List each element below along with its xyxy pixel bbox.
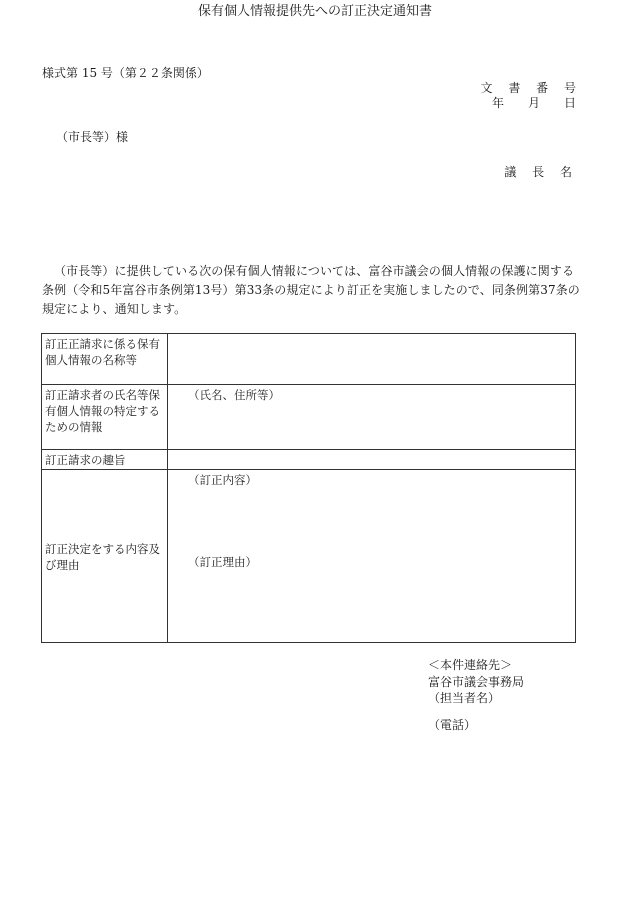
correction-reason-label: （訂正理由） — [188, 555, 257, 569]
row-value-purpose — [168, 450, 576, 470]
correction-content-label: （訂正内容） — [188, 473, 257, 487]
sender-name: 議 長 名 — [504, 165, 578, 179]
notification-table — [41, 333, 576, 643]
page-title: 保有個人情報提供先への訂正決定通知書 — [197, 4, 432, 19]
row-label-decision: 訂正決定をする内容及び理由 — [42, 470, 168, 643]
row-value-info-name — [168, 334, 576, 385]
document-number: 文 書 番 号 — [480, 81, 582, 95]
form-number: 様式第 15 号（第２２条関係） — [42, 66, 209, 80]
table-row — [42, 385, 576, 450]
date-line: 年 月 日 — [491, 96, 582, 110]
contact-phone: （電話） — [428, 717, 477, 732]
table-row — [42, 334, 576, 385]
row-label-requester: 訂正請求者の氏名等保有個人情報の特定するための情報 — [42, 385, 168, 450]
row-value-requester: （氏名、住所等） — [168, 385, 576, 450]
table-row — [42, 450, 576, 470]
contact-block — [428, 657, 524, 733]
addressee: （市長等）様 — [56, 130, 129, 144]
contact-office: 富谷市議会事務局 — [428, 674, 525, 689]
table-row — [42, 470, 576, 643]
row-label-info-name: 訂正正請求に係る保有個人情報の名称等 — [42, 334, 168, 385]
row-label-purpose: 訂正請求の趣旨 — [42, 450, 168, 470]
contact-heading: ＜本件連絡先＞ — [428, 658, 513, 672]
contact-person: （担当者名） — [428, 691, 501, 705]
row-value-decision — [168, 470, 576, 643]
body-paragraph: （市長等）に提供している次の保有個人情報については、富谷市議会の個人情報の保護に関する条例（令和5年富谷市条例第13号）第33条の規定により訂正を実施しましたので、同条例第37条の規定により、通知します。 — [42, 264, 580, 316]
